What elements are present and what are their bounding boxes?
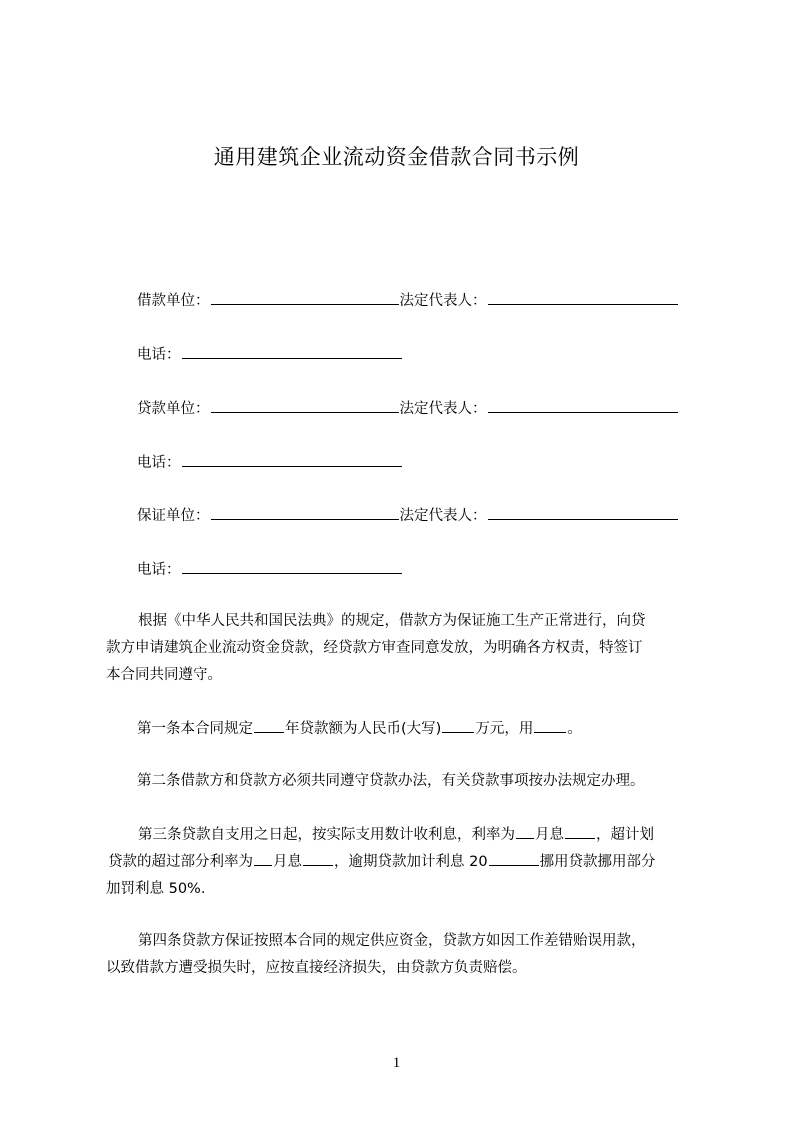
lender-rep-label: 法定代表人： [399, 401, 487, 417]
article-3-text: 第三条贷款自支用之日起，按实际支用数计收利息，利率为 [138, 827, 515, 843]
interest-rate-field[interactable] [516, 824, 534, 839]
article-3-line: 加罚利息 50%. [106, 881, 206, 897]
excess-rate-field[interactable] [254, 851, 272, 866]
overdue-interest-field[interactable] [489, 851, 539, 866]
preamble-line: 款方申请建筑企业流动资金贷款，经贷款方审查同意发放，为明确各方权责，特签订 [106, 640, 643, 656]
preamble-line: 根据《中华人民共和国民法典》的规定，借款方为保证施工生产正常进行，向贷 [138, 613, 646, 629]
guarantor-rep-field[interactable] [488, 505, 678, 520]
lender-name-field[interactable] [211, 398, 399, 413]
guarantor-row [137, 505, 679, 526]
article-3-text: 挪用贷款挪用部分 [539, 854, 656, 870]
lender-phone-row [137, 452, 403, 473]
article-3 [106, 822, 656, 903]
guarantor-phone-field[interactable] [182, 559, 402, 574]
monthly-interest-field[interactable] [565, 824, 595, 839]
page-number: 1 [392, 1055, 401, 1071]
article-1-text: 。 [567, 721, 582, 737]
borrower-phone-field[interactable] [182, 344, 402, 359]
article-4-line: 第四条贷款方保证按照本合同的规定供应资金，贷款方如因工作差错贻误用款， [138, 933, 646, 949]
preamble-line: 本合同共同遵守。 [106, 667, 222, 683]
article-3-line [106, 822, 656, 849]
article-3-text: 月息 [273, 854, 302, 870]
page-title: 通用建筑企业流动资金借款合同书示例 [213, 145, 580, 169]
article-1 [137, 718, 582, 739]
borrower-name-field[interactable] [211, 290, 399, 305]
excess-interest-field[interactable] [303, 851, 333, 866]
lender-row [137, 398, 679, 419]
borrower-rep-label: 法定代表人： [399, 293, 487, 309]
guarantor-phone-label: 电话： [137, 562, 181, 578]
borrower-rep-field[interactable] [488, 290, 678, 305]
article-1-text: 万元，用 [475, 721, 534, 737]
lender-rep-field[interactable] [488, 398, 678, 413]
article-4 [106, 928, 646, 982]
lender-phone-field[interactable] [182, 452, 402, 467]
loan-purpose-field[interactable] [534, 718, 566, 733]
loan-amount-field[interactable] [442, 718, 474, 733]
article-3-text: 贷款的超过部分利率为 [108, 854, 253, 870]
guarantor-rep-label: 法定代表人： [399, 508, 487, 524]
borrower-label: 借款单位： [137, 293, 210, 309]
guarantor-name-field[interactable] [211, 505, 399, 520]
article-3-line [106, 849, 656, 876]
borrower-phone-label: 电话： [137, 347, 181, 363]
preamble-paragraph [106, 608, 646, 689]
article-3-text: 月息 [535, 827, 564, 843]
lender-phone-label: 电话： [137, 455, 181, 471]
article-2-text: 第二条借款方和贷款方必须共同遵守贷款办法，有关贷款事项按办法规定办理。 [137, 773, 645, 789]
article-3-text: ，超计划 [596, 827, 654, 843]
loan-year-field[interactable] [254, 718, 284, 733]
article-1-text: 第一条本合同规定 [137, 721, 253, 737]
guarantor-phone-row [137, 559, 403, 580]
article-2 [137, 771, 645, 791]
article-3-text: ，逾期贷款加计利息 20 [334, 854, 488, 870]
lender-label: 贷款单位： [137, 401, 210, 417]
borrower-phone-row [137, 344, 403, 365]
article-4-line: 以致借款方遭受损失时，应按直接经济损失，由贷款方负责赔偿。 [106, 960, 527, 976]
borrower-row [137, 290, 679, 311]
article-1-text: 年贷款额为人民币(大写) [285, 721, 442, 737]
guarantor-label: 保证单位： [137, 508, 210, 524]
